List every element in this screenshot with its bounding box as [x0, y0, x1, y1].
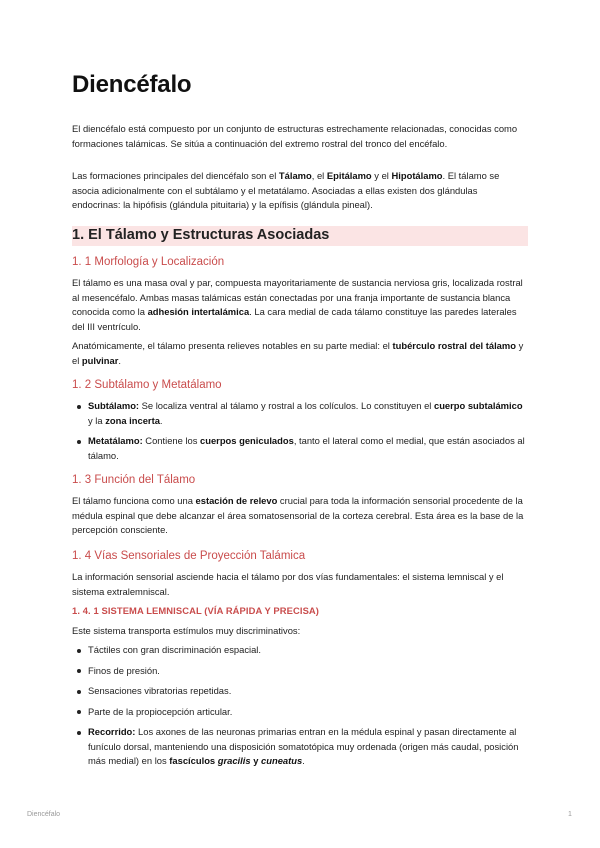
list-item: Parte de la propiocepción articular.: [72, 705, 528, 720]
subsection-1-3-heading: 1. 3 Función del Tálamo: [72, 474, 196, 486]
subsection-1-2-heading: 1. 2 Subtálamo y Metatálamo: [72, 379, 222, 391]
funcion-paragraph: El tálamo funciona como una estación de relevo crucial para toda la información sensorial procedente de la médula espinal que debe alcanzar el área somatosensorial de la corteza cerebral. Esta área es la base de la percepción consciente.: [72, 495, 524, 535]
subtalamo-list: [72, 399, 528, 463]
list-item: Finos de presión.: [72, 664, 528, 679]
lemniscal-list: [72, 643, 528, 769]
footer-title: Diencéfalo: [27, 811, 61, 818]
subsection-1-4-heading: 1. 4 Vías Sensoriales de Proyección Talámica: [72, 550, 306, 562]
list-item: Sensaciones vibratorias repetidas.: [72, 684, 528, 699]
vias-paragraph: La información sensorial asciende hacia el tálamo por dos vías fundamentales: el sistema lemniscal y el sistema extralemniscal.: [72, 571, 504, 597]
list-item: Táctiles con gran discriminación espacial.: [72, 643, 528, 658]
list-item: Recorrido: Los axones de las neuronas primarias entran en la médula espinal y pasan directamente al funículo dorsal, manteniendo una disposición somatotópica muy ordenada (origen más caudal, posición más medial) en los fascículos gracilis y cuneatus.: [72, 725, 528, 769]
list-item: Subtálamo: Se localiza ventral al tálamo y rostral a los colículos. Lo constituyen el cuerpo subtalámico y la zona incerta.: [72, 399, 528, 428]
subsection-1-4-1-heading: 1. 4. 1 SISTEMA LEMNISCAL (VÍA RÁPIDA Y PRECISA): [72, 605, 320, 616]
subsection-1-1-heading: 1. 1 Morfología y Localización: [72, 256, 225, 268]
intro-paragraph-2: Las formaciones principales del diencéfalo son el Tálamo, el Epitálamo y el Hipotálamo. El tálamo se asocia adicionalmente con el subtálamo y el metatálamo. Asociadas a ellas existen dos glándulas endocrinas: la hipófisis (glándula pituitaria) y la epífisis (glándula pineal).: [72, 170, 500, 210]
lemniscal-paragraph: Este sistema transporta estímulos muy discriminativos:: [72, 625, 301, 636]
intro-paragraph-1: El diencéfalo está compuesto por un conjunto de estructuras estrechamente relacionadas, conocidas como formaciones talámicas. Se sitúa a continuación del extremo rostral del tronco del encéfalo.: [72, 123, 518, 149]
page-number: 1: [568, 811, 572, 818]
page-title: Diencéfalo: [72, 71, 192, 98]
section-1-heading: 1. El Tálamo y Estructuras Asociadas: [72, 226, 528, 246]
list-item: Metatálamo: Contiene los cuerpos geniculados, tanto el lateral como el medial, que están asociados al tálamo.: [72, 434, 528, 463]
morfologia-paragraph-1: El tálamo es una masa oval y par, compuesta mayoritariamente de sustancia nerviosa gris, localizada rostral al mesencéfalo. Ambas masas talámicas están conectadas por una franja importante de sustancia blanca conocida como la adhesión intertalámica. La cara medial de cada tálamo constituye las paredes laterales del III ventrículo.: [72, 277, 523, 332]
morfologia-paragraph-2: Anatómicamente, el tálamo presenta relieves notables en su parte medial: el tubérculo rostral del tálamo y el pulvinar.: [72, 340, 524, 366]
